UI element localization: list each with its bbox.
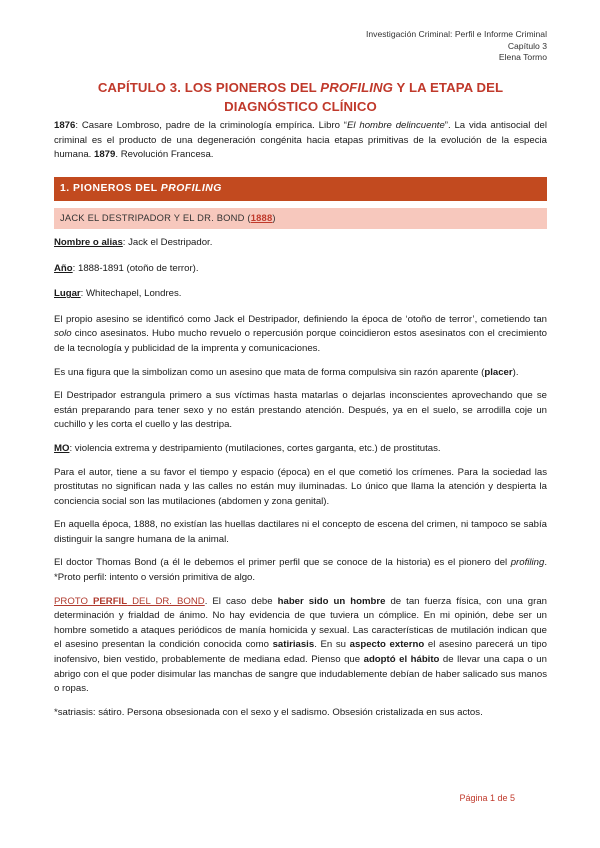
- proto-profile-heading: PROTO PERFIL DEL DR. BOND: [54, 595, 205, 607]
- paragraph-proto-profile: PROTO PERFIL DEL DR. BOND. El caso debe haber sido un hombre de tan fuerza física, con una gran determinación y frialdad de ánimo. No hay evidencia de que tuviera un cómplice. En mi opinión, debe ser un hombre sometido a ataques periódicos de manía homicida y sexual. Las características de mutilación indican que el asesino presentan la condición conocida como satiriasis. En su aspecto externo el asesino parecerá un tipo inofensivo, bien vestido, probablemente de mediana edad. Pienso que adoptó el hábito de llevar una capa o un abrigo con el que poder disimular las manchas de sangre que indudablemente debían de haber salicado sus manos o ropas.: [54, 595, 548, 695]
- field-place: Lugar: Whitechapel, Londres.: [54, 288, 182, 300]
- field-alias: Nombre o alias: Jack el Destripador.: [54, 236, 213, 248]
- section-heading: 1. PIONEROS DEL PROFILING: [54, 177, 547, 202]
- paragraph-mo: MO: violencia extrema y destripamiento (mutilaciones, cortes garganta, etc.) de prostitutas.: [54, 442, 441, 454]
- header-course: Investigación Criminal: Perfil e Informe Criminal: [365, 29, 547, 39]
- chapter-title: CAPÍTULO 3. LOS PIONEROS DEL PROFILING Y LA ETAPA DEL DIAGNÓSTICO CLÍNICO: [97, 80, 504, 114]
- header-chapter: Capítulo 3: [507, 40, 547, 51]
- paragraph-author-view: Para el autor, tiene a su favor el tiempo y espacio (época) en el que cometió los crímenes. Para la sociedad las prostitutas no significan nada y las calles no están muy iluminadas. Lo único que llama la atención y despierta la conciencia social son las mutilaciones (abdomen y zona genital).: [54, 466, 547, 507]
- subsection-heading: JACK EL DESTRIPADOR Y EL DR. BOND (1888): [54, 208, 547, 229]
- intro-paragraph: 1876: Casare Lombroso, padre de la criminología empírica. Libro “El hombre delincuente”. La vida antisocial del criminal es el producto de una degeneración congénita hacia etapas primitivas de la evolución de la especia humana. 1879. Revolución Francesa.: [54, 120, 548, 161]
- paragraph-thomas-bond: El doctor Thomas Bond (a él le debemos el primer perfil que se conoce de la historia) es el pionero del profiling. *Proto perfil: intento o versión primitiva de algo.: [54, 557, 547, 584]
- paragraph-identity: El propio asesino se identificó como Jack el Destripador, definiendo la época de ‘otoño de terror’, cometiendo tan solo cinco asesinatos. Hubo mucho revuelo o repercusión porque coincidieron estos asesinatos con el crecimiento de la tecnología y publicidad de la imprenta y comunicaciones.: [54, 313, 547, 354]
- header-author: Elena Tormo: [498, 52, 547, 63]
- document-body: [54, 119, 547, 720]
- page-header: [366, 29, 547, 64]
- footnote-satiriasis: *satriasis: sátiro. Persona obsesionada con el sexo y el sadismo. Obsesión cristalizada en sus actos.: [54, 706, 483, 718]
- subsection-year-link[interactable]: 1888: [250, 212, 273, 224]
- paragraph-method: El Destripador estrangula primero a sus víctimas hasta matarlas o dejarlas inconscientes aprovechando que se están preparando para tener sexo y no están prestando atención. Después, ya en el suelo, se arrodilla coje un cuchillo y les corta el cuello y las destripa.: [54, 390, 547, 431]
- paragraph-era: En aquella época, 1888, no existían las huellas dactilares ni el concepto de escena del crimen, ni tampoco se sabía distinguir la sangre humana de la animal.: [54, 519, 547, 545]
- page-number: Página 1 de 5: [459, 793, 515, 803]
- paragraph-figure: Es una figura que la simbolizan como un asesino que mata de forma compulsiva sin razón aparente (placer).: [54, 366, 519, 378]
- field-year: Año: 1888-1891 (otoño de terror).: [54, 262, 199, 274]
